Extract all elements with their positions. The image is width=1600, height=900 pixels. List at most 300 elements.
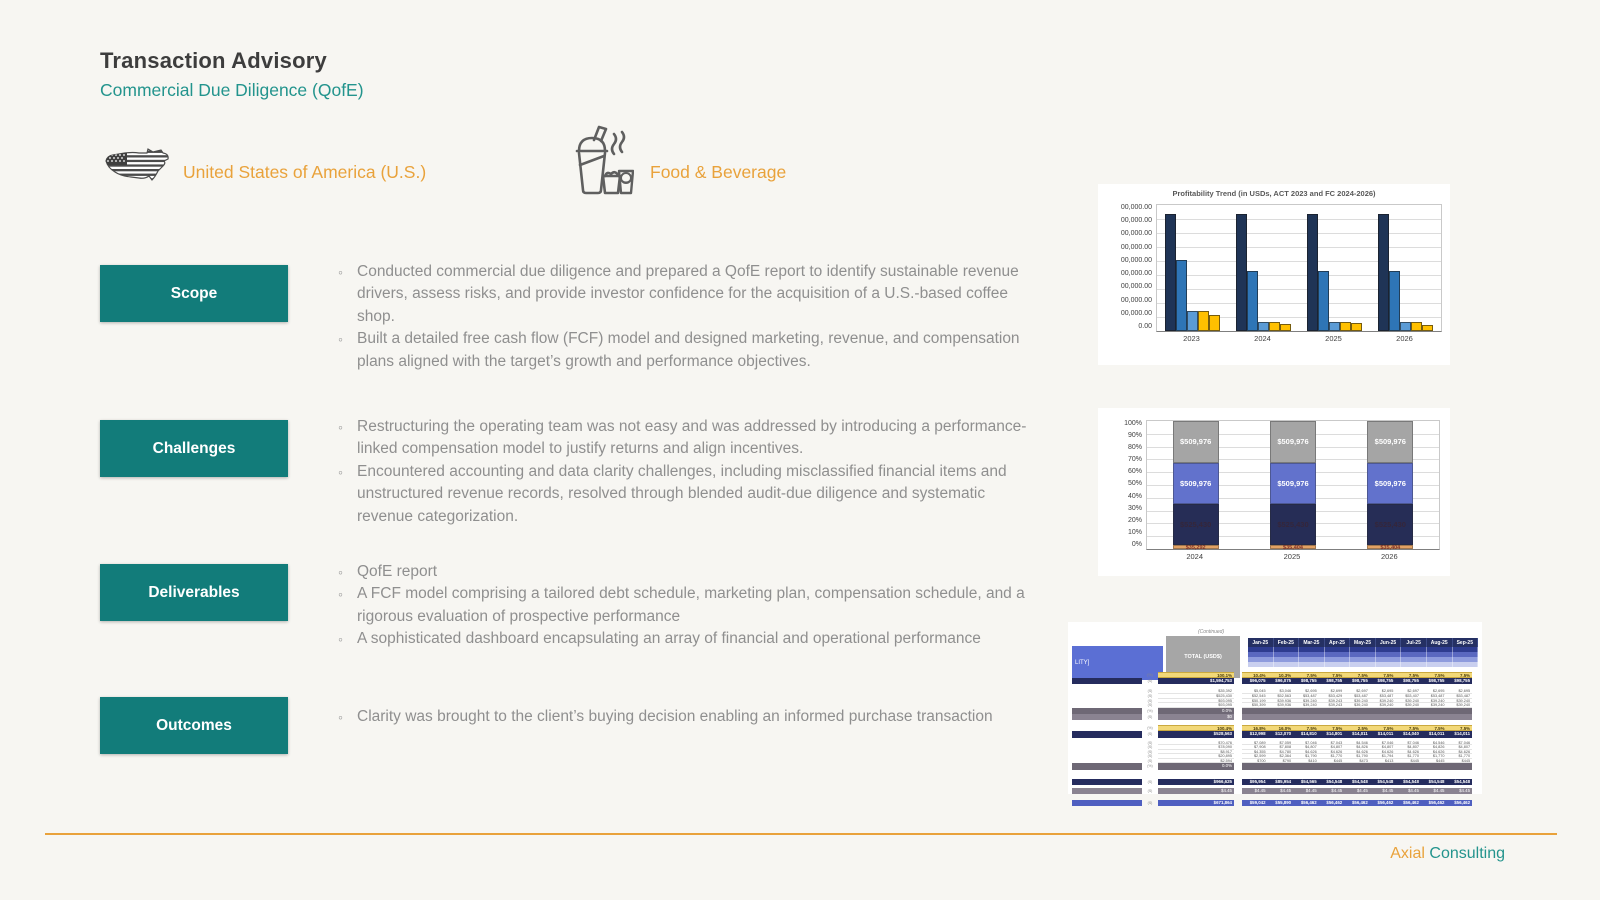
stacked-bars: [1147, 421, 1439, 552]
total-cell: $93,095: [1158, 703, 1234, 708]
value-cell: $98,755: [1421, 678, 1447, 684]
total-cell: $70,476: [1158, 741, 1234, 746]
value-cell: [1293, 714, 1319, 720]
value-cell: $54,565: [1293, 779, 1319, 785]
value-cell: $98,755: [1344, 678, 1370, 684]
value-cell: $7,046: [1447, 741, 1473, 746]
value-cell: $4,807: [1395, 745, 1421, 750]
value-cell: $4,355: [1242, 750, 1268, 755]
value-cell: $56,462: [1293, 800, 1319, 806]
value-cell: $14,040: [1395, 731, 1421, 737]
row-stub: [1072, 788, 1142, 794]
table-row: [1068, 678, 1482, 684]
value-cell: 7.5%: [1293, 725, 1319, 731]
bar-series-lightblue: [1187, 311, 1198, 331]
table-rows: [1068, 672, 1482, 806]
bullet-item: ◦ Clarity was brought to the client’s buying decision enabling an informed purchase transaction: [338, 706, 1030, 728]
bar-series-navy: [1165, 214, 1176, 331]
month-header-cell: Sep-25: [1453, 638, 1479, 647]
total-cell: $528,563: [1158, 731, 1234, 737]
segment-segment-gray: $509,976: [1367, 421, 1413, 463]
value-cell: $56,462: [1447, 800, 1473, 806]
value-cell: $39,240: [1447, 703, 1473, 708]
value-cell: $1,770: [1319, 754, 1345, 759]
value-cell: $4,807: [1447, 745, 1473, 750]
profitability-chart-yticks: [1100, 204, 1152, 330]
month-header-row: [1248, 638, 1478, 647]
value-cell: 7.5%: [1421, 725, 1447, 731]
value-cell: $59,042: [1242, 800, 1268, 806]
profitability-chart-plot: [1156, 204, 1442, 332]
total-cell: $93,095: [1158, 699, 1234, 704]
bar-series-lightblue: [1400, 322, 1411, 331]
segment-label: $35,404: [1380, 545, 1401, 552]
total-cell: $1,594,753: [1158, 678, 1234, 684]
value-cell: $4,626: [1447, 750, 1473, 755]
value-cell: $2,695: [1447, 689, 1473, 694]
value-cell: $14,011: [1370, 731, 1396, 737]
value-cell: $39,240: [1370, 703, 1396, 708]
y-tick-label: 100%: [1124, 420, 1142, 427]
row-mark: (S): [1147, 740, 1153, 745]
header-band-cell: [1453, 662, 1479, 667]
y-tick-label: 10%: [1127, 528, 1142, 536]
value-cell: $4,807: [1293, 745, 1319, 750]
value-cell: 10.4%: [1242, 672, 1268, 678]
value-cell: [1242, 763, 1268, 769]
value-cell: $39,240: [1447, 699, 1473, 704]
value-cell: [1293, 763, 1319, 769]
segment-segment-orange: [1173, 545, 1219, 552]
segment-segment-periwinkle: $509,976: [1270, 463, 1316, 505]
table-row: [1068, 800, 1482, 806]
value-cell: $14,810: [1293, 731, 1319, 737]
bar-series-yellow-2: [1351, 323, 1362, 331]
value-cell: $56,462: [1421, 800, 1447, 806]
value-cell: $445: [1447, 759, 1473, 764]
total-cell: 0.0%: [1158, 708, 1234, 714]
stacked-bar: [1173, 421, 1219, 552]
value-cell: [1421, 763, 1447, 769]
value-cell: 7.5%: [1319, 725, 1345, 731]
value-cell: $5,045: [1242, 689, 1268, 694]
y-tick-label: 00,000.00: [1120, 243, 1152, 251]
bullet-item: ◦ A FCF model comprising a tailored debt schedule, marketing plan, compensation schedule, and a rigorous evaluation of prospective performance: [338, 583, 1030, 628]
value-cell: $98,755: [1370, 678, 1396, 684]
row-mark: (S): [1147, 788, 1153, 793]
challenges-bullet-list: [338, 416, 1030, 528]
chart-title: Profitability Trend (in USDs, ACT 2023 and FC 2024-2026): [1172, 189, 1376, 198]
value-cell: [1268, 763, 1294, 769]
segment-segment-navy: $525,430: [1173, 504, 1219, 545]
row-mark: (S): [1147, 714, 1153, 719]
stacked-bar: [1367, 421, 1413, 552]
bar-series-yellow-2: [1209, 315, 1220, 331]
value-cell: $39,936: [1268, 703, 1294, 708]
month-cells: [1242, 788, 1472, 794]
x-tick-label: 2026: [1396, 334, 1413, 343]
us-map-flag-icon: [103, 146, 171, 192]
value-cell: $14,011: [1447, 731, 1473, 737]
value-cell: [1319, 763, 1345, 769]
value-cell: $53,487: [1370, 694, 1396, 699]
value-cell: $14,011: [1344, 731, 1370, 737]
segment-label: $35,292: [1185, 545, 1206, 552]
bullet-item: ◦ Restructuring the operating team was not easy and was addressed by introducing a performance-linked compensation model to justify returns and align incentives.: [338, 416, 1030, 461]
value-cell: $1,794: [1370, 754, 1396, 759]
value-cell: $4.45: [1344, 788, 1370, 794]
value-cell: [1344, 763, 1370, 769]
month-cells: [1242, 800, 1472, 806]
value-cell: $39,240: [1395, 703, 1421, 708]
y-tick-label: 00,000.00: [1120, 230, 1152, 238]
bar-series-yellow-1: [1411, 322, 1422, 331]
value-cell: $2,699: [1319, 689, 1345, 694]
value-cell: 7.5%: [1370, 725, 1396, 731]
total-cell: 0.0%: [1158, 763, 1234, 769]
value-cell: [1421, 714, 1447, 720]
value-cell: 7.5%: [1319, 672, 1345, 678]
row-mark: (S): [1147, 703, 1153, 708]
value-cell: $1,770: [1447, 754, 1473, 759]
value-cell: $7,043: [1319, 741, 1345, 746]
month-header-cell: Aug-25: [1427, 638, 1453, 647]
table-row: [1068, 779, 1482, 785]
value-cell: $7,089: [1242, 741, 1268, 746]
y-tick-label: 00,000.00: [1120, 309, 1152, 317]
value-cell: $790: [1268, 759, 1294, 764]
value-cell: $4.45: [1395, 788, 1421, 794]
y-tick-label: 0.00: [1138, 322, 1152, 330]
x-tick-label: 2024: [1186, 552, 1203, 561]
month-header-cell: Jul-25: [1401, 638, 1427, 647]
profitability-trend-chart: [1098, 184, 1450, 365]
total-cell: 100.1%: [1158, 672, 1234, 678]
month-header-cell: Jan-25: [1248, 638, 1274, 647]
y-tick-label: 80%: [1127, 444, 1142, 452]
value-cell: $2,697: [1344, 689, 1370, 694]
value-cell: [1370, 714, 1396, 720]
total-cell: $78,090: [1158, 745, 1234, 750]
month-cells: [1242, 763, 1472, 769]
bar-series-lightblue: [1329, 322, 1340, 331]
row-mark: (S): [1147, 745, 1153, 750]
bar-series-yellow-2: [1280, 324, 1291, 331]
bar-series-navy: [1236, 214, 1247, 331]
revenue-mix-stacked-chart: [1098, 408, 1450, 576]
value-cell: $54,548: [1344, 779, 1370, 785]
row-stub: [1072, 763, 1142, 769]
value-cell: $56,462: [1370, 800, 1396, 806]
month-header-cell: Feb-25: [1274, 638, 1300, 647]
value-cell: $4,780: [1268, 750, 1294, 755]
table-row: [1068, 714, 1482, 720]
value-cell: $39,240: [1421, 699, 1447, 704]
header-band-cell: [1299, 662, 1325, 667]
value-cell: $12,070: [1268, 731, 1294, 737]
bar-series-navy: [1307, 214, 1318, 331]
value-cell: $445: [1421, 759, 1447, 764]
row-mark: (S): [1147, 698, 1153, 703]
row-mark: (%): [1147, 708, 1153, 713]
section-header-challenges: Challenges: [100, 420, 288, 477]
row-mark: (S): [1147, 749, 1153, 754]
row-gap: [1068, 770, 1482, 779]
value-cell: $96,075: [1242, 678, 1268, 684]
bar-series-lightblue: [1258, 322, 1269, 331]
value-cell: $4,626: [1319, 750, 1345, 755]
month-cells: [1242, 714, 1472, 720]
value-cell: $2,695: [1370, 689, 1396, 694]
x-tick-label: 2025: [1283, 552, 1301, 561]
y-tick-label: 00,000.00: [1120, 270, 1152, 278]
section-header-scope: Scope: [100, 265, 288, 322]
bullet-item: ◦ Built a detailed free cash flow (FCF) model and designed marketing, revenue, and compensation plans aligned with the target’s growth and performance objectives.: [338, 328, 1030, 373]
value-cell: [1268, 714, 1294, 720]
value-cell: $55,890: [1268, 800, 1294, 806]
brand-primary: Axial: [1390, 845, 1425, 862]
bar-series-blue: [1318, 271, 1329, 331]
value-cell: $39,240: [1370, 699, 1396, 704]
value-cell: $445: [1319, 759, 1345, 764]
value-cell: $39,936: [1268, 699, 1294, 704]
value-cell: [1344, 714, 1370, 720]
bar-series-blue: [1247, 271, 1258, 331]
value-cell: $54,548: [1319, 779, 1345, 785]
page-title: Transaction Advisory: [100, 48, 327, 73]
value-cell: 2.5%: [1344, 725, 1370, 731]
spreadsheet-body: [1068, 622, 1482, 806]
segment-segment-orange: [1270, 545, 1316, 552]
total-cell: $525,430: [1158, 694, 1234, 699]
bullet-item: ◦ Encountered accounting and data clarity challenges, including misclassified financial items and unstructured revenue records, resolved through blended audit-due diligence and systematic revenue categorization.: [338, 461, 1030, 528]
stacked-chart-plot: [1146, 420, 1440, 550]
y-tick-label: 00,000.00: [1120, 217, 1152, 225]
bar-group: [1228, 205, 1299, 331]
stacked-chart-xlabels: [1146, 552, 1438, 561]
value-cell: $7,046: [1293, 741, 1319, 746]
value-cell: $7,908: [1242, 745, 1268, 750]
scope-bullet-list: [338, 261, 1030, 373]
value-cell: 7.5%: [1447, 672, 1473, 678]
total-cell: $0: [1158, 714, 1234, 720]
value-cell: $52,563: [1268, 694, 1294, 699]
row-stub: [1072, 779, 1142, 785]
total-cell: $671,864: [1158, 800, 1234, 806]
value-cell: $53,487: [1421, 694, 1447, 699]
header-band-cell: [1427, 662, 1453, 667]
value-cell: $50,399: [1242, 703, 1268, 708]
value-cell: $4,807: [1319, 745, 1345, 750]
value-cell: [1370, 763, 1396, 769]
value-cell: 16.8%: [1242, 725, 1268, 731]
value-cell: $4.45: [1242, 788, 1268, 794]
x-tick-label: 2025: [1325, 334, 1342, 343]
value-cell: $56,462: [1344, 800, 1370, 806]
value-cell: $54,548: [1370, 779, 1396, 785]
value-cell: $54,548: [1447, 779, 1473, 785]
bar-series-yellow-2: [1422, 325, 1433, 331]
header-band-cell: [1401, 662, 1427, 667]
segment-segment-gray: $509,976: [1173, 421, 1219, 463]
value-cell: $39,243: [1319, 703, 1345, 708]
value-cell: $39,240: [1344, 699, 1370, 704]
table-row: [1068, 788, 1482, 794]
bar-series-yellow-1: [1198, 311, 1209, 331]
table-row: [1068, 731, 1482, 737]
segment-segment-periwinkle: $509,976: [1367, 463, 1413, 505]
financial-model-spreadsheet: [1068, 622, 1482, 806]
value-cell: $445: [1395, 759, 1421, 764]
value-cell: $96,075: [1268, 678, 1294, 684]
month-header-cell: May-25: [1350, 638, 1376, 647]
month-cells: [1242, 779, 1472, 785]
y-tick-label: 00,000.00: [1120, 283, 1152, 291]
y-tick-label: 60%: [1127, 468, 1142, 476]
header-band-cell: [1376, 662, 1402, 667]
value-cell: $39,240: [1293, 699, 1319, 704]
value-cell: $1,770: [1395, 754, 1421, 759]
value-cell: 7.5%: [1293, 672, 1319, 678]
value-cell: $85,954: [1268, 779, 1294, 785]
value-cell: $53,487: [1293, 694, 1319, 699]
bar-group: [1370, 205, 1441, 331]
section-header-outcomes: Outcomes: [100, 697, 288, 754]
value-cell: $56,462: [1319, 800, 1345, 806]
total-cell: $20,895: [1158, 754, 1234, 759]
bar-series-blue: [1389, 271, 1400, 331]
value-cell: 7.5%: [1395, 672, 1421, 678]
y-tick-label: 00,000.00: [1120, 204, 1152, 211]
value-cell: $4,626: [1370, 750, 1396, 755]
x-tick-label: 2026: [1380, 552, 1398, 561]
row-mark: (S): [1147, 679, 1153, 684]
x-tick-label: 2023: [1183, 334, 1200, 343]
row-label-box: LITY]: [1072, 646, 1163, 680]
value-cell: $56,462: [1395, 800, 1421, 806]
row-mark: (S): [1147, 693, 1153, 698]
value-cell: $2,695: [1421, 689, 1447, 694]
value-cell: $4,546: [1344, 741, 1370, 746]
value-cell: [1395, 714, 1421, 720]
value-cell: $7,808: [1268, 745, 1294, 750]
value-cell: $4.45: [1447, 788, 1473, 794]
row-stub: [1072, 678, 1142, 684]
y-tick-label: 30%: [1127, 504, 1142, 512]
value-cell: $39,240: [1395, 699, 1421, 704]
value-cell: $4.45: [1370, 788, 1396, 794]
country-label: United States of America (U.S.): [183, 162, 427, 182]
outcomes-bullet-list: [338, 706, 1030, 728]
bar-groups: [1157, 205, 1441, 331]
value-cell: $4.45: [1319, 788, 1345, 794]
stacked-bar: [1270, 421, 1316, 552]
value-cell: $4,626: [1344, 750, 1370, 755]
y-tick-label: 50%: [1127, 480, 1142, 488]
value-cell: $52,545: [1242, 694, 1268, 699]
value-cell: $12,998: [1242, 731, 1268, 737]
value-cell: $4,807: [1370, 745, 1396, 750]
header-band-cell: [1248, 662, 1274, 667]
header-band: [1248, 662, 1478, 667]
value-cell: $98,755: [1319, 678, 1345, 684]
y-tick-label: 00,000.00: [1120, 296, 1152, 304]
stacked-chart-yticks: [1106, 420, 1142, 548]
segment-segment-navy: $525,430: [1367, 504, 1413, 545]
total-cell: $2,594: [1158, 759, 1234, 764]
value-cell: $410: [1293, 759, 1319, 764]
value-cell: 7.5%: [1421, 672, 1447, 678]
value-cell: [1395, 763, 1421, 769]
row-mark: (S): [1147, 779, 1153, 784]
footer-divider: [45, 833, 1557, 835]
value-cell: $4,626: [1293, 750, 1319, 755]
page-subtitle: Commercial Due Diligence (QofE): [100, 80, 364, 100]
value-cell: $4,826: [1421, 745, 1447, 750]
total-cell: 100.4%: [1158, 725, 1234, 731]
bar-series-yellow-1: [1340, 322, 1351, 331]
value-cell: [1447, 714, 1473, 720]
value-cell: $3,046: [1268, 689, 1294, 694]
value-cell: $4,626: [1395, 750, 1421, 755]
brand-secondary: Consulting: [1429, 845, 1505, 862]
bullet-item: ◦ A sophisticated dashboard encapsulating an array of financial and operational performance: [338, 628, 1030, 650]
value-cell: $39,240: [1421, 703, 1447, 708]
y-tick-label: 00,000.00: [1120, 256, 1152, 264]
value-cell: $50,199: [1242, 699, 1268, 704]
month-header-cell: Mar-25: [1299, 638, 1325, 647]
total-cell: $4.45: [1158, 788, 1234, 794]
value-cell: $4.45: [1268, 788, 1294, 794]
row-stub: [1072, 800, 1142, 806]
y-tick-label: 20%: [1127, 516, 1142, 524]
total-cell: $35,392: [1158, 689, 1234, 694]
y-tick-label: 70%: [1127, 456, 1142, 464]
y-tick-label: 40%: [1127, 492, 1142, 500]
value-cell: $2,697: [1395, 689, 1421, 694]
row-mark: (%): [1147, 726, 1153, 731]
row-mark: (S): [1147, 754, 1153, 759]
row-mark: (S): [1147, 801, 1153, 806]
value-cell: $2,364: [1268, 754, 1294, 759]
value-cell: 7.5%: [1344, 672, 1370, 678]
value-cell: $473: [1344, 759, 1370, 764]
value-cell: 7.5%: [1447, 725, 1473, 731]
row-stub: [1072, 731, 1142, 737]
row-mark: (S): [1147, 689, 1153, 694]
value-cell: [1447, 763, 1473, 769]
value-cell: $98,755: [1293, 678, 1319, 684]
value-cell: $54,548: [1395, 779, 1421, 785]
total-header-box: TOTAL (USD$): [1166, 636, 1240, 678]
segment-segment-navy: $525,430: [1270, 504, 1316, 545]
row-mark: (%): [1147, 673, 1153, 677]
value-cell: $54,548: [1421, 779, 1447, 785]
segment-label: $35,404: [1283, 545, 1303, 552]
industry-label: Food & Beverage: [650, 162, 787, 182]
value-cell: $39,240: [1344, 703, 1370, 708]
header-band-cell: [1325, 662, 1351, 667]
total-cell: $966,625: [1158, 779, 1234, 785]
continued-note: (Continued): [1198, 629, 1225, 635]
value-cell: $4,626: [1421, 750, 1447, 755]
table-row: [1068, 763, 1482, 769]
bullet-item: ◦ QofE report: [338, 561, 1030, 583]
value-cell: $39,240: [1293, 703, 1319, 708]
header-band-cell: [1274, 662, 1300, 667]
month-cells: [1242, 678, 1472, 684]
bar-group: [1299, 205, 1370, 331]
